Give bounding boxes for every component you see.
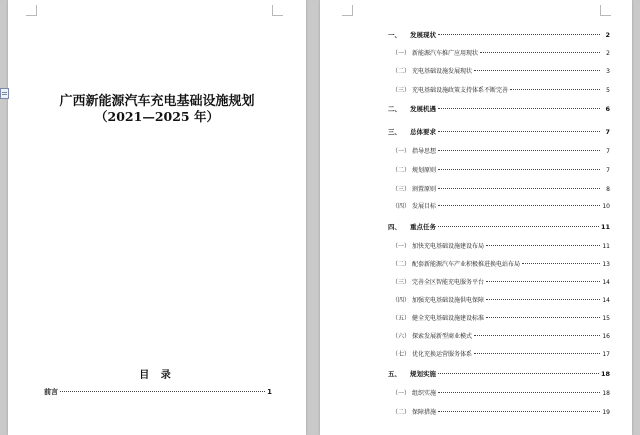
toc-label: 前言 bbox=[44, 388, 58, 396]
crop-mark bbox=[600, 5, 611, 16]
toc-leader bbox=[522, 263, 600, 264]
toc-label: 探索发展新型商业模式 bbox=[412, 333, 473, 340]
document-icon bbox=[0, 88, 9, 99]
toc-label: 规划原则 bbox=[412, 167, 437, 174]
toc-number: （一） bbox=[392, 390, 411, 397]
toc-label: 发展目标 bbox=[412, 203, 437, 210]
toc-label: 新能源汽车推广应用现状 bbox=[412, 50, 479, 57]
document-title: 广西新能源汽车充电基础设施规划 bbox=[59, 94, 255, 109]
toc-leader bbox=[60, 391, 265, 392]
crop-mark bbox=[272, 5, 283, 16]
toc-number: 四、 bbox=[388, 223, 401, 231]
toc-page-number: 7 bbox=[606, 167, 610, 174]
toc-row[interactable] bbox=[392, 349, 610, 358]
toc-heading: 目 录 bbox=[139, 370, 175, 381]
toc-row[interactable] bbox=[392, 313, 610, 322]
toc-row[interactable] bbox=[388, 369, 610, 378]
toc-leader bbox=[438, 373, 599, 374]
toc-page-number: 8 bbox=[606, 186, 610, 193]
toc-number: （一） bbox=[392, 50, 411, 57]
toc-page-number: 6 bbox=[605, 105, 610, 113]
toc-page-number: 18 bbox=[600, 370, 610, 378]
toc-leader bbox=[438, 392, 600, 393]
toc-leader bbox=[438, 205, 600, 206]
toc-label: 配套新能源汽车产业积极推进换电站布局 bbox=[412, 261, 521, 268]
toc-row[interactable] bbox=[388, 104, 610, 113]
toc-page-number: 14 bbox=[602, 297, 610, 304]
toc-row[interactable] bbox=[392, 388, 610, 397]
toc-row[interactable] bbox=[388, 127, 610, 136]
toc-number: （五） bbox=[392, 315, 411, 322]
toc-page-number: 2 bbox=[606, 50, 610, 57]
toc-leader bbox=[474, 353, 600, 354]
toc-label: 完善全区智能充电服务平台 bbox=[412, 279, 485, 286]
toc-label: 发展机遇 bbox=[410, 105, 436, 113]
toc-number: （三） bbox=[392, 186, 411, 193]
toc-number: （二） bbox=[392, 409, 411, 416]
toc-number: （二） bbox=[392, 68, 411, 75]
toc-leader bbox=[480, 52, 600, 53]
toc-row[interactable] bbox=[392, 331, 610, 340]
toc-row[interactable] bbox=[388, 222, 610, 231]
toc-leader bbox=[438, 226, 599, 227]
toc-page-number: 2 bbox=[605, 31, 610, 39]
toc-row[interactable] bbox=[392, 241, 610, 250]
toc-row[interactable] bbox=[388, 30, 610, 39]
toc-page-number: 15 bbox=[602, 315, 610, 322]
toc-number: （一） bbox=[392, 243, 411, 250]
toc-number: （二） bbox=[392, 261, 411, 268]
toc-label: 优化充换运营服务体系 bbox=[412, 351, 473, 358]
toc-leader bbox=[486, 317, 600, 318]
document-page-toc bbox=[320, 0, 632, 435]
toc-number: 五、 bbox=[388, 370, 401, 378]
toc-leader bbox=[438, 150, 600, 151]
toc-page-number: 18 bbox=[602, 390, 610, 397]
toc-leader bbox=[438, 108, 600, 109]
toc-row[interactable] bbox=[392, 295, 610, 304]
toc-row[interactable] bbox=[392, 277, 610, 286]
toc-label: 健全充电基础设施建设标准 bbox=[412, 315, 485, 322]
toc-leader bbox=[438, 188, 600, 189]
toc-leader bbox=[438, 34, 600, 35]
toc-row-preface[interactable] bbox=[44, 387, 272, 397]
toc-label: 发展现状 bbox=[410, 31, 436, 39]
toc-page-number: 14 bbox=[602, 279, 610, 286]
toc-number: 二、 bbox=[388, 105, 401, 113]
toc-row[interactable] bbox=[392, 165, 610, 174]
toc-number: （三） bbox=[392, 87, 411, 94]
toc-page-number: 1 bbox=[267, 388, 272, 396]
document-subtitle: （2021—2025 年） bbox=[95, 109, 219, 124]
toc-page-number: 7 bbox=[606, 148, 610, 155]
toc-page-number: 10 bbox=[602, 203, 610, 210]
toc-label: 总体要求 bbox=[410, 128, 436, 136]
toc-row[interactable] bbox=[392, 407, 610, 416]
toc-label: 加强充电基础设施供电保障 bbox=[412, 297, 485, 304]
toc-number: 一、 bbox=[388, 31, 401, 39]
toc-row[interactable] bbox=[392, 259, 610, 268]
toc-leader bbox=[438, 411, 600, 412]
toc-label: 加快充电基础设施建设布局 bbox=[412, 243, 485, 250]
toc-label: 充电基础设施政策支持体系不断完善 bbox=[412, 87, 509, 94]
toc-row[interactable] bbox=[392, 146, 610, 155]
toc-leader bbox=[486, 281, 600, 282]
toc-leader bbox=[474, 335, 600, 336]
toc-page-number: 11 bbox=[600, 223, 610, 231]
toc-number: （四） bbox=[392, 203, 411, 210]
toc-row[interactable] bbox=[392, 48, 610, 57]
toc-leader bbox=[486, 299, 600, 300]
toc-leader bbox=[510, 89, 600, 90]
toc-label: 保障措施 bbox=[412, 409, 437, 416]
toc-page-number: 3 bbox=[606, 68, 610, 75]
toc-leader bbox=[438, 169, 600, 170]
document-page-cover bbox=[8, 0, 306, 435]
toc-page-number: 7 bbox=[605, 128, 610, 136]
toc-row[interactable] bbox=[392, 184, 610, 193]
toc-label: 指导思想 bbox=[412, 148, 437, 155]
toc-leader bbox=[486, 245, 600, 246]
crop-mark bbox=[26, 5, 37, 16]
toc-leader bbox=[474, 70, 600, 71]
toc-label: 割置原则 bbox=[412, 186, 437, 193]
toc-number: （七） bbox=[392, 351, 411, 358]
toc-row[interactable] bbox=[392, 66, 610, 75]
toc-number: （六） bbox=[392, 333, 411, 340]
toc-page-number: 13 bbox=[602, 261, 610, 268]
toc-number: （二） bbox=[392, 167, 411, 174]
toc-page-number: 5 bbox=[606, 87, 610, 94]
toc-leader bbox=[438, 131, 600, 132]
toc-number: 三、 bbox=[388, 128, 401, 136]
toc-number: （一） bbox=[392, 148, 411, 155]
toc-row[interactable] bbox=[392, 201, 610, 210]
toc-page-number: 11 bbox=[602, 243, 610, 250]
toc-page-number: 16 bbox=[602, 333, 610, 340]
toc-number: （三） bbox=[392, 279, 411, 286]
toc-label: 充电基础设施发展现状 bbox=[412, 68, 473, 75]
toc-number: （四） bbox=[392, 297, 411, 304]
toc-row[interactable] bbox=[392, 85, 610, 94]
crop-mark bbox=[342, 5, 353, 16]
toc-label: 规划实施 bbox=[410, 370, 436, 378]
toc-label: 重点任务 bbox=[410, 223, 436, 231]
toc-page-number: 19 bbox=[602, 409, 610, 416]
toc-page-number: 17 bbox=[602, 351, 610, 358]
toc-label: 组织实施 bbox=[412, 390, 437, 397]
